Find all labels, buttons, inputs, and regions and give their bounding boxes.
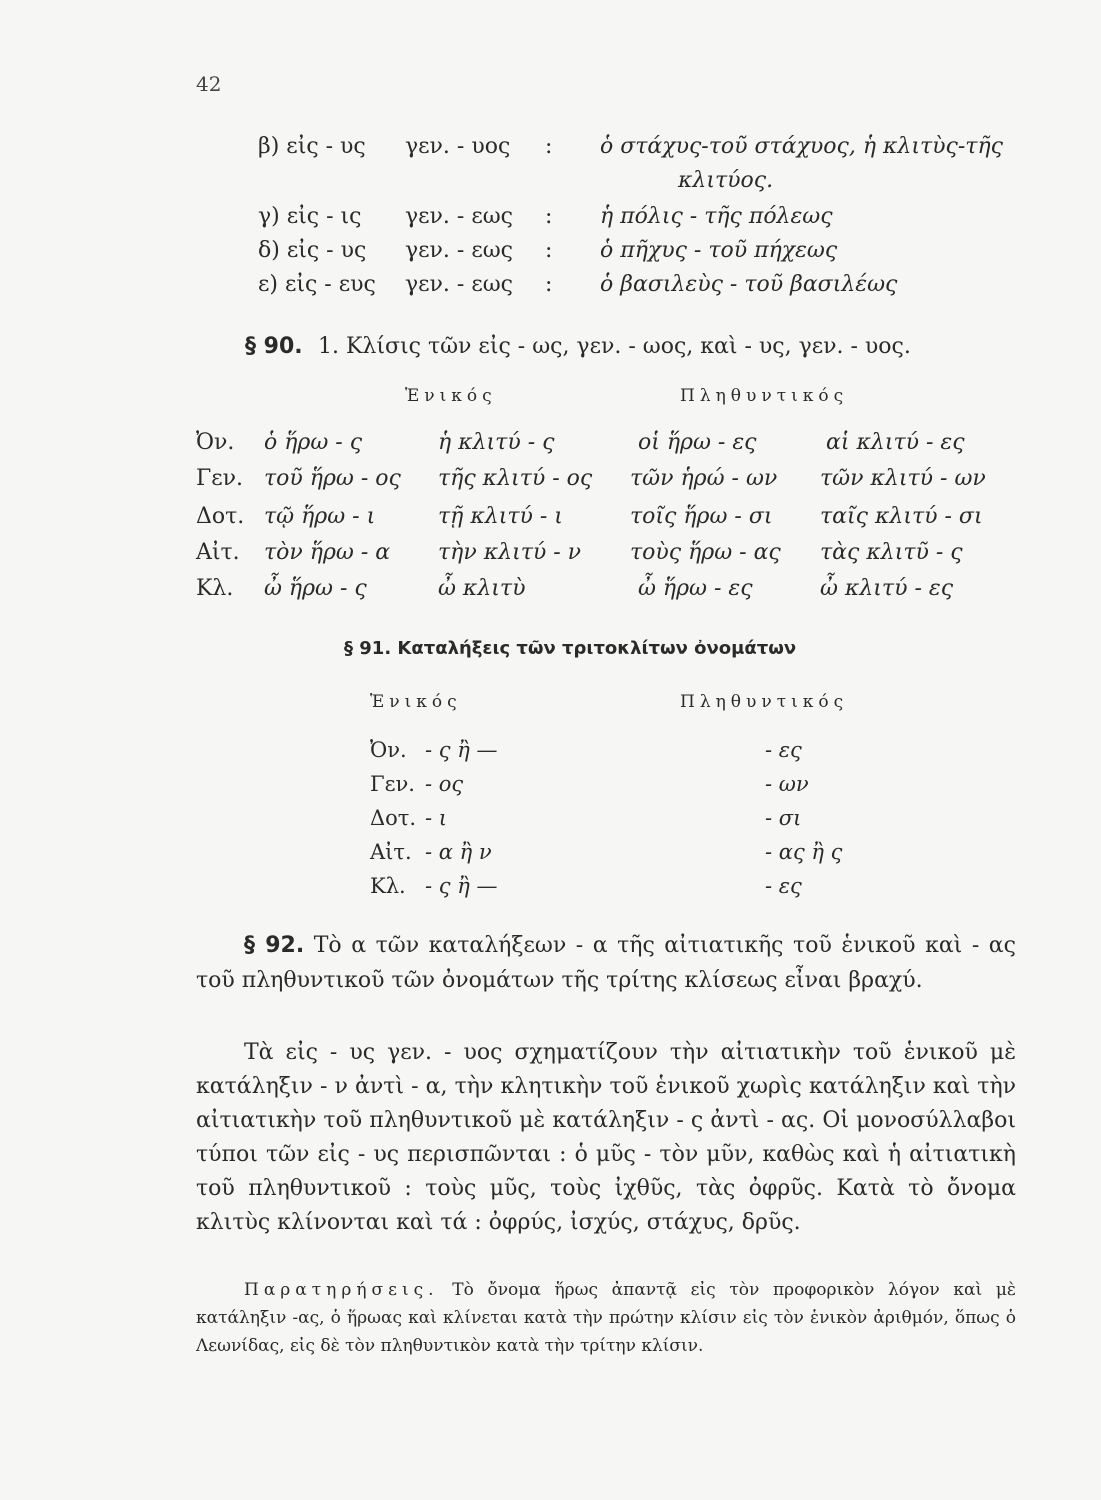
- case-label: Γεν.: [196, 466, 244, 491]
- table-cell: - ς ἢ —: [425, 738, 498, 762]
- case-label: Αἰτ.: [196, 540, 240, 565]
- list-separator: :: [545, 238, 553, 263]
- list-example: ὁ βασιλεὺς - τοῦ βασιλέως: [600, 272, 898, 297]
- list-example: ὁ πῆχυς - τοῦ πήχεως: [600, 238, 838, 263]
- table-cell: τῆς κλιτύ - ος: [438, 466, 593, 491]
- list-label: γ) εἰς - ις: [258, 204, 362, 229]
- list-label: δ) εἰς - υς: [258, 238, 367, 263]
- table-cell: - ς ἢ —: [425, 874, 498, 898]
- singular-header: Ἑνικός: [370, 692, 462, 712]
- table-cell: τῷ ἥρω - ι: [264, 504, 376, 529]
- list-genitive: γεν. - εως: [405, 238, 513, 263]
- case-label: Κλ.: [196, 576, 234, 601]
- table-cell: ὦ κλιτὺ: [438, 576, 526, 601]
- section-91-title: § 91. Καταλήξεις τῶν τριτοκλίτων ὀνομάτων: [344, 638, 797, 659]
- note-label: Παρατηρήσεις.: [244, 1280, 439, 1300]
- table-cell: τὰς κλιτῦ - ς: [820, 540, 963, 565]
- section-92-paragraph-2: Τὰ εἰς - υς γεν. - υος σχηματίζουν τὴν αἰτιατικὴν τοῦ ἑνικοῦ μὲ κατάληξιν - ν ἀντὶ - α, τὴν κλητικὴν τοῦ ἑνικοῦ χωρὶς κατάληξιν καὶ τὴν αἰτιατικὴν τοῦ πληθυντικοῦ μὲ κατάληξιν - ς ἀντὶ - ας. Οἱ μονοσύλλαβοι τύποι τῶν εἰς - υς περισπῶνται : ὁ μῦς - τὸν μῦν, καθὼς καὶ ἡ αἰτιατικὴ τοῦ πληθυντικοῦ : τοὺς μῦς, τοὺς ἰχθῦς, τὰς ὀφρῦς. Κατὰ τὸ ὄνομα κλιτὺς κλίνονται καὶ τά : ὀφρύς, ἰσχύς, στάχυς, δρῦς.: [196, 1040, 1016, 1235]
- table-cell: ταῖς κλιτύ - σι: [820, 504, 983, 529]
- list-genitive: γεν. - εως: [405, 272, 513, 297]
- case-label: Γεν.: [370, 772, 415, 796]
- table-cell: τοὺς ἥρω - ας: [630, 540, 781, 565]
- case-label: Ὀν.: [196, 430, 235, 455]
- table-cell: τῶν ἡρώ - ων: [630, 466, 778, 491]
- case-label: Δοτ.: [370, 806, 417, 830]
- page-number: 42: [196, 72, 222, 96]
- list-separator: :: [545, 204, 553, 229]
- case-label: Ὀν.: [370, 738, 407, 762]
- list-example: ἡ πόλις - τῆς πόλεως: [600, 204, 833, 229]
- table-cell: τῇ κλιτύ - ι: [438, 504, 563, 529]
- table-cell: - ες: [765, 738, 802, 762]
- table-cell: ὦ κλιτύ - ες: [820, 576, 954, 601]
- table-cell: - ες: [765, 874, 802, 898]
- plural-header: Πληθυντικός: [680, 692, 849, 712]
- section-92-paragraph-1: [196, 928, 1016, 998]
- list-separator: :: [545, 272, 553, 297]
- table-cell: - ι: [425, 806, 448, 830]
- table-cell: τὴν κλιτύ - ν: [438, 540, 582, 565]
- paragraph-text: Τὸ α τῶν καταλήξεων - α τῆς αἰτιατικῆς τοῦ ἑνικοῦ καὶ - ας τοῦ πληθυντικοῦ τῶν ὀνομάτων τῆς τρίτης κλίσεως εἶναι βραχύ.: [196, 933, 1016, 993]
- list-genitive: γεν. - υος: [405, 134, 511, 159]
- table-cell: - ος: [425, 772, 464, 796]
- table-cell: αἱ κλιτύ - ες: [826, 430, 965, 455]
- table-cell: ὦ ἥρω - ς: [264, 576, 367, 601]
- list-label: β) εἰς - υς: [258, 134, 366, 159]
- table-cell: ἡ κλιτύ - ς: [438, 430, 555, 455]
- table-cell: ὦ ἥρω - ες: [638, 576, 753, 601]
- table-cell: τοῖς ἥρω - σι: [630, 504, 773, 529]
- case-label: Κλ.: [370, 874, 406, 898]
- case-label: Δοτ.: [196, 504, 245, 529]
- table-cell: - ας ἢ ς: [765, 840, 843, 864]
- list-example: ὁ στάχυς-τοῦ στάχυος, ἡ κλιτὺς-τῆς: [600, 134, 1003, 159]
- plural-header: Πληθυντικός: [680, 386, 849, 406]
- list-label: ε) εἰς - ευς: [258, 272, 376, 297]
- table-cell: - σι: [765, 806, 802, 830]
- section-92-number: § 92.: [244, 933, 305, 958]
- section-90-title: 1. Κλίσις τῶν εἰς - ως, γεν. - ωος, καὶ - υς, γεν. - υος.: [318, 334, 911, 359]
- table-cell: - α ἢ ν: [425, 840, 492, 864]
- singular-header: Ἑνικός: [405, 386, 497, 406]
- section-90-number: § 90.: [245, 334, 303, 359]
- table-cell: τῶν κλιτύ - ων: [820, 466, 986, 491]
- list-separator: :: [545, 134, 553, 159]
- note-text: Τὸ ὄνομα ἥρως ἀπαντᾷ εἰς τὸν προφορικὸν λόγον καὶ μὲ κατάληξιν -ας, ὁ ἥρωας καὶ κλίνεται κατὰ τὴν πρώτην κλίσιν εἰς τὸν ἑνικὸν ἀριθμόν, ὅπως ὁ Λεωνίδας, εἰς δὲ τὸν πληθυντικὸν κατὰ τὴν τρίτην κλίσιν.: [196, 1280, 1017, 1356]
- table-cell: τοῦ ἥρω - ος: [264, 466, 401, 491]
- list-example-continued: κλιτύος.: [678, 168, 774, 193]
- remarks-note: [196, 1276, 1016, 1360]
- case-label: Αἰτ.: [370, 840, 412, 864]
- table-cell: οἱ ἥρω - ες: [638, 430, 757, 455]
- table-cell: ὁ ἥρω - ς: [264, 430, 363, 455]
- table-cell: τὸν ἥρω - α: [264, 540, 391, 565]
- list-genitive: γεν. - εως: [405, 204, 513, 229]
- table-cell: - ων: [765, 772, 809, 796]
